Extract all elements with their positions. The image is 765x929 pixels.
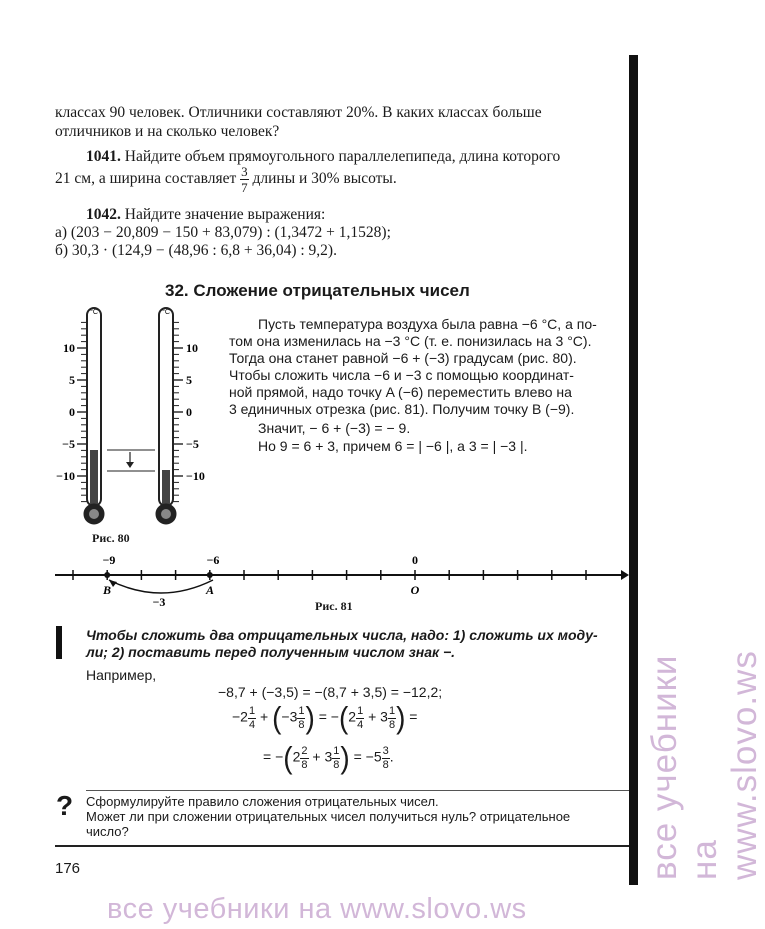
body-line: Но 9 = 6 + 3, причем 6 = | −6 |, а 3 = | −3 |. [258, 438, 528, 454]
section-title: 32. Сложение отрицательных чисел [165, 281, 470, 300]
body-line: Значит, − 6 + (−3) = − 9. [258, 420, 411, 436]
fraction-numerator: 1 [357, 704, 364, 717]
equation-1: −8,7 + (−3,5) = −(8,7 + 3,5) = −12,2; [218, 684, 443, 700]
scale-label-left: 10 [63, 341, 75, 355]
scale-label-right: −10 [186, 469, 205, 483]
fraction [248, 706, 256, 731]
operator: + [259, 708, 269, 725]
fraction-numerator: 3 [241, 164, 248, 179]
text-line: отличников и на сколько человек? [55, 123, 280, 140]
problem-number: 1041. [86, 148, 121, 165]
body-line: 3 единичных отрезка (рис. 81). Получим точку B (−9). [229, 401, 575, 417]
page-number: 176 [55, 860, 81, 877]
body-line: Пусть температура воздуха была равна −6 °С, а по- [258, 316, 597, 332]
question-line: Может ли при сложении отрицательных чисел получиться нуль? отрицательное [86, 809, 571, 824]
operator: = − [263, 748, 284, 765]
fraction-numerator: 1 [298, 704, 305, 717]
scale-label-left: −5 [62, 437, 75, 451]
watermark-bottom: все учебники на www.slovo.ws [107, 893, 527, 925]
thermometer-left [77, 308, 104, 524]
fraction [297, 706, 305, 731]
unit-label: °C [90, 309, 98, 316]
problem-text: Найдите значение выражения: [124, 206, 326, 223]
figure-80-thermometers [55, 300, 225, 536]
operator: . [389, 748, 394, 765]
problem-text: длины и 30% высоты. [252, 170, 397, 188]
point-label-a: A [205, 583, 215, 597]
text-line: классах 90 человек. Отличники составляют 20%. В каких классах больше [55, 104, 542, 121]
problem-1042 [86, 206, 325, 224]
bracket: ( [272, 700, 282, 735]
fraction [240, 165, 249, 194]
unit-label: °C [162, 309, 170, 316]
mixed-whole: 2 [348, 708, 357, 725]
fraction [356, 706, 364, 731]
fraction-numerator: 2 [301, 744, 308, 757]
body-line: Тогда она станет равной −6 + (−3) градусам (рис. 80). [229, 350, 577, 366]
fraction-denominator: 4 [357, 718, 364, 731]
problem-number: 1042. [86, 206, 121, 223]
problem-1042-a: а) (203 − 20,809 − 150 + 83,079) : (1,3472 + 1,1528); [55, 224, 391, 241]
fraction-denominator: 4 [248, 718, 256, 731]
fraction-numerator: 1 [333, 744, 340, 757]
body-line: ной прямой, надо точку A (−6) переместить влево на [229, 384, 572, 400]
point-label-o: O [410, 583, 420, 597]
question-divider [86, 790, 629, 791]
body-line: Чтобы сложить числа −6 и −3 с помощью координат- [229, 367, 574, 383]
example-label: Например, [86, 667, 157, 683]
mixed-whole: −2 [232, 708, 248, 725]
bracket: ) [340, 740, 350, 775]
bracket: ) [396, 700, 406, 735]
thermometer-right [156, 308, 183, 524]
problem-text: Найдите объем прямоугольного параллелепипеда, длина которого [124, 148, 561, 165]
operator: + 3 [312, 748, 333, 765]
scale-label-right: 5 [186, 373, 192, 387]
fraction-numerator: 1 [388, 704, 396, 717]
equation-2 [232, 700, 418, 735]
rule-marker [56, 626, 62, 659]
question-line: Сформулируйте правило сложения отрицательных чисел. [86, 794, 439, 809]
fraction-numerator: 3 [382, 744, 389, 757]
bottom-rule [55, 845, 629, 847]
figure-81-caption: Рис. 81 [315, 599, 353, 613]
arc-label: −3 [152, 595, 166, 609]
scale-label-left: −10 [56, 469, 75, 483]
tick-label-minus9: −9 [102, 553, 116, 567]
scale-label-right: −5 [186, 437, 199, 451]
watermark-side: все учебники на www.slovo.ws [645, 650, 764, 880]
operator: = − [318, 708, 339, 725]
fraction-denominator: 8 [301, 758, 308, 771]
mixed-whole: −3 [281, 708, 298, 725]
problem-1042-b: б) 30,3 · (124,9 − (48,96 : 6,8 + 36,04) : 9,2). [55, 242, 337, 259]
bracket: ( [283, 740, 293, 775]
problem-1041 [86, 148, 560, 166]
tick-label-minus6: −6 [206, 553, 220, 567]
operator: + 3 [368, 708, 388, 725]
body-line: том она изменилась на −3 °С (т. е. понизилась на 3 °С). [229, 333, 592, 349]
question-line: число? [86, 824, 129, 839]
fraction-denominator: 8 [298, 718, 305, 731]
scale-label-right: 0 [186, 405, 192, 419]
fraction [382, 746, 390, 771]
number-line-point [104, 572, 110, 578]
question-mark-icon: ? [56, 790, 74, 821]
page-edge-bar [629, 55, 638, 885]
fraction-denominator: 8 [333, 758, 340, 771]
rule-line: Чтобы сложить два отрицательных числа, надо: 1) сложить их моду- [86, 627, 598, 643]
operator: = [409, 708, 418, 725]
scale-label-left: 5 [69, 373, 75, 387]
fraction [300, 746, 308, 771]
scale-label-left: 0 [69, 405, 75, 419]
mixed-whole: 2 [292, 748, 301, 765]
result: = −5 [353, 748, 382, 765]
problem-text: 21 см, а ширина составляет [55, 170, 237, 188]
equation-3 [263, 740, 394, 775]
figure-80-caption: Рис. 80 [92, 531, 130, 545]
fraction-denominator: 8 [388, 718, 396, 731]
fraction [388, 706, 396, 731]
tick-label-zero: 0 [412, 553, 418, 567]
point-label-b: B [102, 583, 112, 597]
fraction-numerator: 1 [248, 704, 256, 717]
bracket: ( [338, 700, 349, 735]
rule-line: ли; 2) поставить перед полученным числом знак −. [86, 644, 456, 660]
number-line-point [207, 572, 213, 578]
fraction [332, 746, 340, 771]
scale-label-right: 10 [186, 341, 198, 355]
problem-1041-cont [55, 165, 397, 194]
bracket: ) [305, 700, 315, 735]
fraction-denominator: 8 [382, 758, 389, 771]
fraction-denominator: 7 [241, 180, 248, 195]
